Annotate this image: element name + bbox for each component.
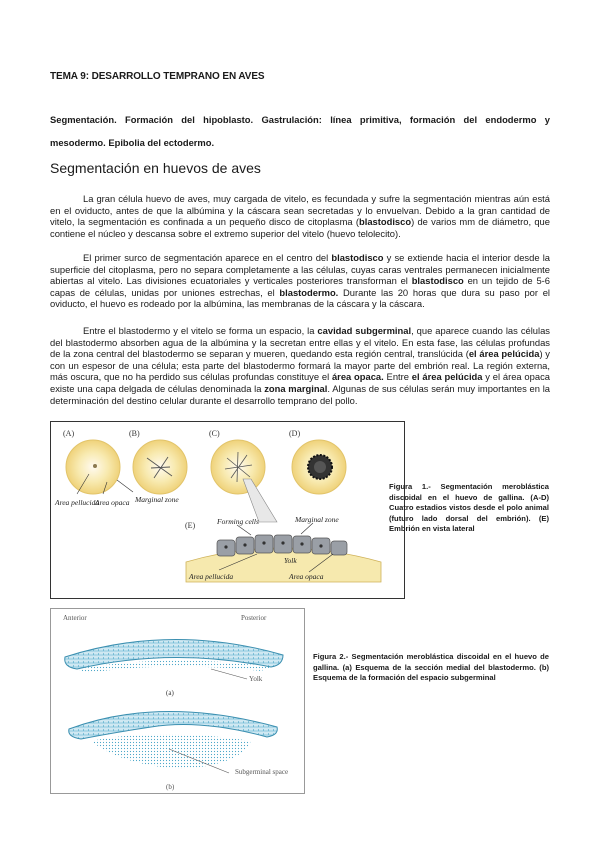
paragraph-2: El primer surco de segmentación aparece en el centro del blastodisco y se extiende hacia el interior desde la superficie del citoplasma, pero no separa completamente a las células, cuyas caras ventrales permanecen inicialmente abiertas al vitelo. Las divisiones ecuatoriales y verticales posteriores transforman el blastodisco en un tejido de 5-6 capas de células, unidas por uniones estrechas, el blastodermo. Durante las 20 horas que dura su paso por el oviducto, el huevo es rodeado por la albúmina, las membranas de la cáscara y la cáscara.	[50, 252, 550, 310]
subgerminal-space	[91, 734, 251, 769]
label-yolk-e: Yolk	[284, 556, 297, 565]
panel-e-label: (E)	[185, 521, 196, 530]
figure-1-drawing	[51, 422, 404, 598]
blastoderm-center-d	[314, 461, 326, 473]
label-area-opaca-e: Area opaca	[289, 572, 324, 581]
panel-c-label: (C)	[209, 429, 220, 438]
panel-a-label: (A)	[63, 429, 75, 438]
panel-d-label: (D)	[289, 429, 301, 438]
disc-a	[66, 440, 120, 494]
label-area-opaca: Area opaca	[95, 498, 130, 507]
topic-summary: Segmentación. Formación del hipoblasto. Gastrulación: línea primitiva, formación del endodermo y mesodermo. Epibolia del ectodermo.	[50, 114, 550, 148]
figure-1	[50, 421, 405, 599]
label-anterior: Anterior	[63, 614, 87, 622]
nucleus-a	[93, 464, 97, 468]
figure-2	[50, 608, 305, 794]
figure-2-drawing	[51, 609, 304, 793]
paragraph-1: La gran célula huevo de aves, muy cargada de vitelo, es fecundada y sufre la segmentación mientras aún está en el oviducto, antes de que la albúmina y la cáscara sean secretadas y lo envuelvan. Debido a la gran cantidad de vitelo, la segmentación es confinada a un pequeño disco de citoplasma (blastodisco) de varios mm de diámetro, que contiene el núcleo y descansa sobre el extremo superior del vitelo (huevo telolecito).	[50, 193, 550, 239]
figure-1-caption: Figura 1.- Segmentación meroblástica discoidal en el huevo de gallina. (A-D) Cuatro estadios vistos desde el polo animal (futuro lado dorsal del embrión). (E) Embrión en vista lateral	[389, 482, 549, 534]
label-panel-a: (a)	[166, 689, 174, 697]
label-area-pellucida-e: Area pellucida	[189, 572, 234, 581]
enlargement-cone	[243, 479, 277, 522]
label-forming-cells: Forming cells	[217, 517, 259, 526]
figure-2-caption: Figura 2.- Segmentación meroblástica discoidal en el huevo de gallina. (a) Esquema de la sección medial del blastodermo. (b) Esquema de la formación del espacio subgerminal	[313, 652, 549, 683]
section-heading: Segmentación en huevos de aves	[50, 160, 261, 176]
page-title: TEMA 9: DESARROLLO TEMPRANO EN AVES	[50, 71, 265, 82]
paragraph-3: Entre el blastodermo y el vitelo se forma un espacio, la cavidad subgerminal, que aparece cuando las células del blastodermo absorben agua de la albúmina y la secretan entre ellas y el vitelo. En esta fase, las células profundas de la zona central del blastodermo se separan y mueren, quedando esta región central, translúcida (el área pelúcida) y con un espesor de una célula; esta parte del blastodermo formará la mayor parte del embrión real. La región externa, más oscura, que no ha perdido sus células profundas constituye el área opaca. Entre el área pelúcida y el área opaca existe una capa delgada de células denominada la zona marginal. Algunas de sus células serán muy importantes en la determinación del destino celular durante el desarrollo temprano del pollo.	[50, 325, 550, 406]
label-panel-b: (b)	[166, 783, 175, 791]
label-yolk-fig2: Yolk	[249, 675, 263, 683]
blastoderm-cells-e	[217, 535, 347, 556]
label-posterior: Posterior	[241, 614, 267, 622]
panel-b-label: (B)	[129, 429, 140, 438]
label-marginal-zone: Marginal zone	[135, 495, 179, 504]
label-marginal-zone-e: Marginal zone	[295, 515, 339, 524]
label-area-pellucida: Area pellucida	[55, 498, 100, 507]
label-subgerminal-space: Subgerminal space	[235, 768, 289, 776]
